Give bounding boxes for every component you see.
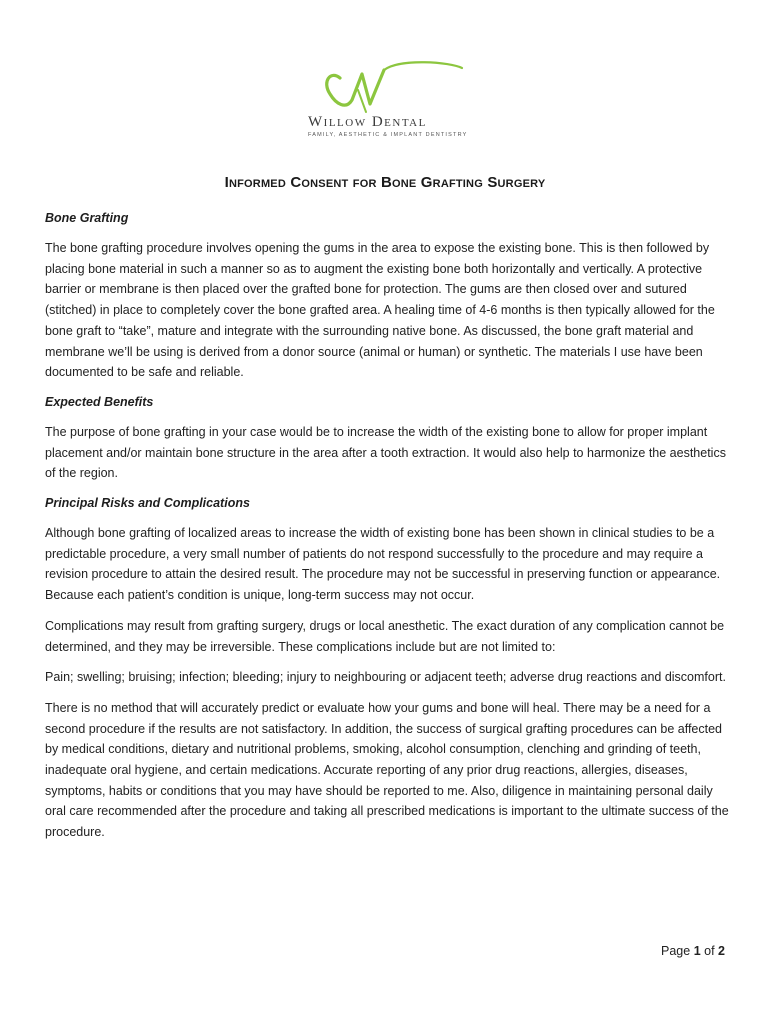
document-body [45, 209, 731, 853]
paragraph-risks-4: There is no method that will accurately predict or evaluate how your gums and bone will heal. There may be a need for a second procedure if the results are not satisfactory. In addition, the success of surgical grafting procedures can be affected by medical conditions, dietary and nutritional problems, smoking, alcohol consumption, clenching and grinding of teeth, inadequate oral hygiene, and certain medications. Accurate reporting of any prior drug reactions, allergies, diseases, symptoms, habits or conditions that you may have should be reported to me. Also, diligence in maintaining personal daily oral care recommended after the procedure and taking all prescribed medications is important to the ultimate success of the procedure. [45, 700, 729, 840]
paragraph-expected-benefits: The purpose of bone grafting in your case would be to increase the width of the existing bone to allow for proper implant placement and/or maintain bone structure in the area after a tooth extraction. It would also help to harmonize the aesthetics of the region. [45, 424, 726, 481]
page-of: of [704, 944, 715, 958]
logo-brand-name: Willow Dental [308, 114, 427, 130]
paragraph-risks-1: Although bone grafting of localized areas to increase the width of existing bone has been shown in clinical studies to be a predictable procedure, a very small number of patients do not respond successfully to the procedure and may require a revision procedure to attain the desired result. The procedure may not be successful in preserving function or appearance. Because each patient’s condition is unique, long-term success may not occur. [45, 526, 721, 603]
paragraph-bone-grafting: The bone grafting procedure involves opening the gums in the area to expose the existing bone. This is then followed by placing bone material in such a manner so as to augment the existing bone both horizontally and vertically. A protective barrier or membrane is then placed over the grafted bone for protection. The gums are then closed over and sutured (stitched) in place to completely cover the bone grafted area. A healing time of 4-6 months is then typically allowed for the bone graft to “take”, mature and integrate with the surrounding native bone. As discussed, the bone graft material and membrane we’ll be using is derived from a donor source (animal or human) or synthetic. The materials I use have been documented to be safe and reliable. [45, 241, 715, 380]
page-number [661, 944, 725, 958]
section-heading-expected-benefits: Expected Benefits [45, 394, 154, 409]
page-label: Page [661, 944, 691, 958]
willow-w-emblem-icon [300, 60, 475, 120]
page-total: 2 [718, 944, 725, 958]
page-current: 1 [693, 944, 701, 958]
logo-tagline: FAMILY, AESTHETIC & IMPLANT DENTISTRY [308, 132, 468, 138]
section-heading-bone-grafting: Bone Grafting [45, 211, 129, 225]
section-heading-risks: Principal Risks and Complications [45, 496, 250, 511]
paragraph-risks-3: Pain; swelling; bruising; infection; bleeding; injury to neighbouring or adjacent teeth; adverse drug reactions and discomfort. [45, 670, 726, 685]
paragraph-risks-2: Complications may result from grafting surgery, drugs or local anesthetic. The exact duration of any complication cannot be determined, and they may be irreversible. These complications include but are not limited to: [45, 618, 725, 654]
willow-dental-logo [300, 60, 475, 142]
document-title: Informed Consent for Bone Grafting Surgery [224, 174, 546, 191]
